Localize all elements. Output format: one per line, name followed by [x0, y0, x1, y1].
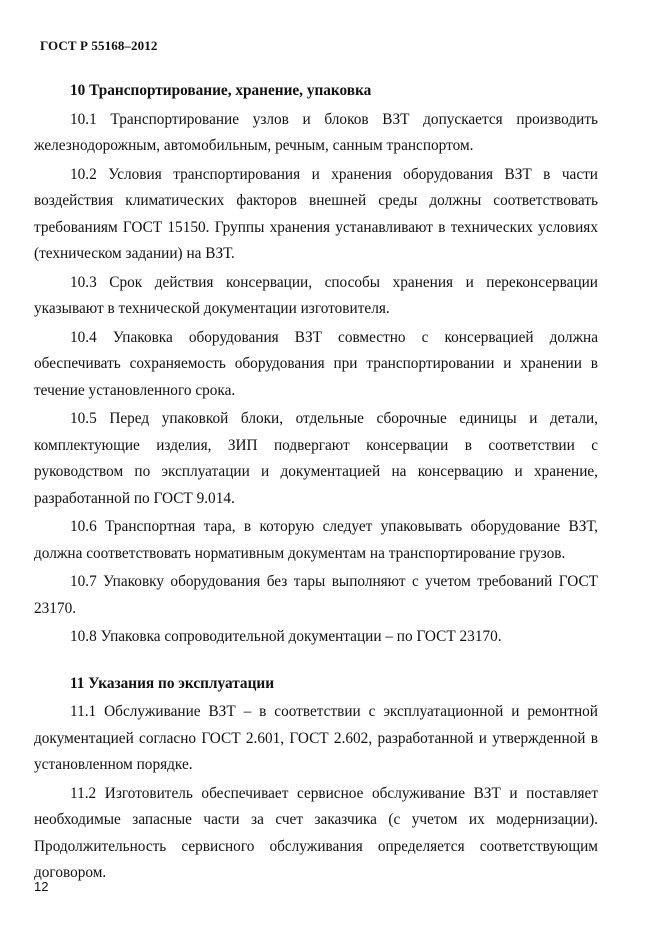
paragraph-11-1: 11.1 Обслуживание ВЗТ – в соответствии с эксплуатационной и ремонтной документацией согласно ГОСТ 2.601, ГОСТ 2.602, разработанной и утвержденной в установленном порядке. — [34, 703, 598, 773]
section-transport-storage-packaging — [34, 78, 598, 651]
paragraph-10-1: 10.1 Транспортирование узлов и блоков ВЗТ допускается производить железнодорожным, автомобильным, речным, санным транспортом. — [34, 110, 598, 154]
paragraph-11-2: 11.2 Изготовитель обеспечивает сервисное обслуживание ВЗТ и поставляет необходимые запасные части за счет заказчика (с учетом их модернизации). Продолжительность сервисного обслуживания определяется соответствующим договором. — [34, 784, 598, 881]
section-title: 10 Транспортирование, хранение, упаковка — [70, 82, 372, 99]
paragraph-10-6: 10.6 Транспортная тара, в которую следует упаковывать оборудование ВЗТ, должна соответствовать нормативным документам на транспортирование грузов. — [34, 518, 598, 562]
paragraph-10-7: 10.7 Упаковку оборудования без тары выполняют с учетом требований ГОСТ 23170. — [34, 573, 598, 617]
section-operation-instructions — [34, 671, 598, 887]
paragraph-10-3: 10.3 Срок действия консервации, способы хранения и переконсервации указывают в технической документации изготовителя. — [34, 273, 598, 317]
document-body — [34, 78, 598, 889]
paragraph-10-2: 10.2 Условия транспортирования и хранения оборудования ВЗТ в части воздействия климатических факторов внешней среды должны соответствовать требованиям ГОСТ 15150. Группы хранения устанавливают в технических условиях (техническом задании) на ВЗТ. — [34, 165, 598, 262]
paragraph-10-5: 10.5 Перед упаковкой блоки, отдельные сборочные единицы и детали, комплектующие изделия, ЗИП подвергают консервации в соответствии с руководством по эксплуатации и документацией на консервацию и хранение, разработанной по ГОСТ 9.014. — [34, 410, 598, 507]
section-title: 11 Указания по эксплуатации — [70, 674, 275, 692]
paragraph-10-4: 10.4 Упаковка оборудования ВЗТ совместно с консервацией должна обеспечивать сохраняемость оборудования при транспортировании и хранении в течение установленного срока. — [34, 328, 598, 399]
standard-header: ГОСТ Р 55168–2012 — [40, 38, 158, 53]
page-number: 12 — [34, 879, 49, 894]
paragraph-10-8: 10.8 Упаковка сопроводительной документации – по ГОСТ 23170. — [70, 628, 502, 645]
